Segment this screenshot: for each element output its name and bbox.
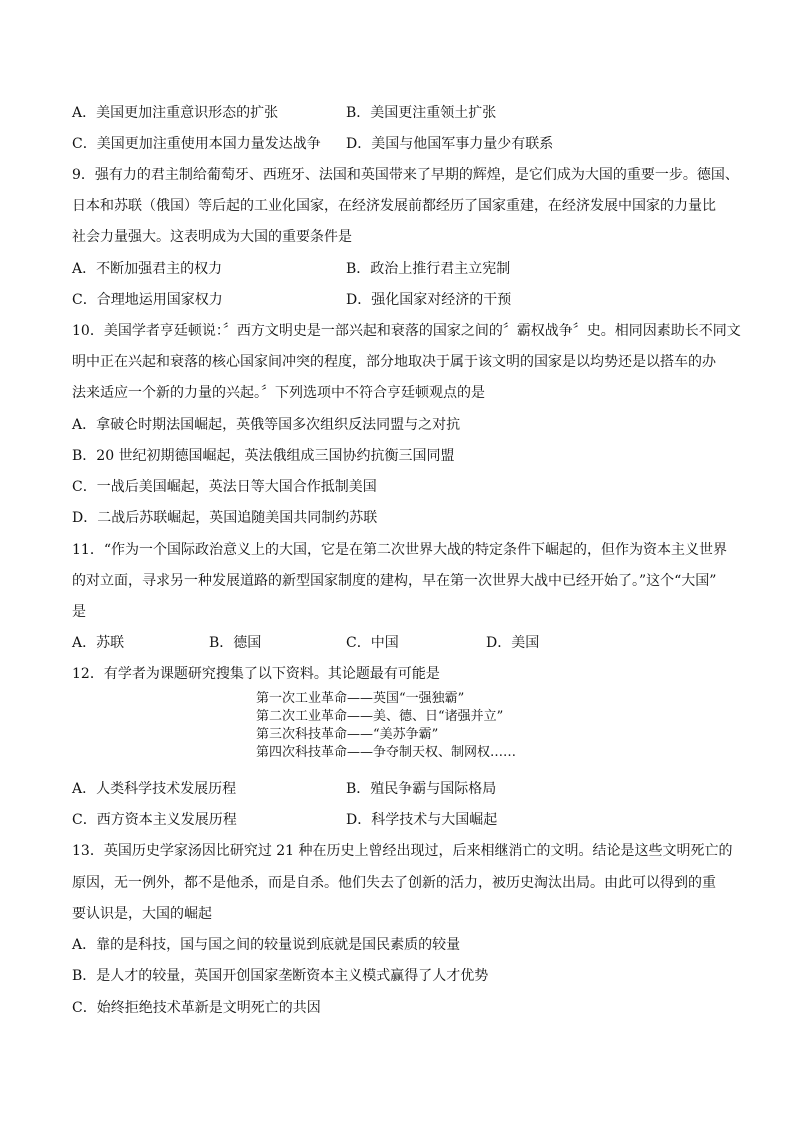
q11-stem-line-3: 是 xyxy=(72,604,86,620)
q13-stem-line-3: 要认识是，大国的崛起 xyxy=(72,906,212,922)
q10-option-c: C．一战后美国崛起，英法日等大国合作抵制美国 xyxy=(72,479,377,495)
q10-stem-line-1: 10．美国学者亨廷顿说：〞西方文明史是一部兴起和衰落的国家之间的〞霸权战争〞史。相同因素助长不同文 xyxy=(72,323,741,339)
q8-option-d: D．美国与他国军事力量少有联系 xyxy=(346,136,554,152)
q8-option-c: C．美国更加注重使用本国力量发达战争 xyxy=(72,136,321,152)
q11-option-c: C．中国 xyxy=(346,635,399,651)
q11-option-b: B．德国 xyxy=(209,635,262,651)
q9-stem-line-3: 社会力量强大。这表明成为大国的重要条件是 xyxy=(72,229,352,245)
q12-option-c: C．西方资本主义发展历程 xyxy=(72,812,237,828)
q12-option-b: B．殖民争霸与国际格局 xyxy=(346,781,497,797)
q13-option-a: A．靠的是科技，国与国之间的较量说到底就是国民素质的较量 xyxy=(72,937,461,953)
q9-option-d: D．强化国家对经济的干预 xyxy=(346,292,512,308)
q11-stem-line-1: 11．“作为一个国际政治意义上的大国，它是在第二次世界大战的特定条件下崛起的，但作为资本主义世界 xyxy=(72,542,727,558)
q13-option-c: C．始终拒绝技术革新是文明死亡的共因 xyxy=(72,1000,321,1016)
q11-option-a: A．苏联 xyxy=(72,635,125,651)
q12-source-line-4: 第四次科技革命——争夺制天权、制网权…… xyxy=(256,745,517,760)
q10-option-a: A．拿破仑时期法国崛起，英俄等国多次组织反法同盟与之对抗 xyxy=(72,417,461,433)
q12-source-line-1: 第一次工业革命——英国“一强独霸” xyxy=(256,691,465,706)
q9-option-c: C．合理地运用国家权力 xyxy=(72,292,223,308)
q12-option-d: D．科学技术与大国崛起 xyxy=(346,812,498,828)
q12-stem-line-1: 12．有学者为课题研究搜集了以下资料。其论题最有可能是 xyxy=(72,666,440,682)
q13-stem-line-2: 原因，无一例外，都不是他杀，而是自杀。他们失去了创新的活力，被历史淘汰出局。由此可以得到的重 xyxy=(72,875,716,891)
q10-option-d: D．二战后苏联崛起，英国追随美国共同制约苏联 xyxy=(72,510,378,526)
q10-stem-line-3: 法来适应一个新的力量的兴起。〞下列选项中不符合亨廷顿观点的是 xyxy=(72,385,485,401)
q12-source-line-3: 第三次科技革命——“美苏争霸” xyxy=(256,727,439,742)
q12-source-line-2: 第二次工业革命——美、德、日“诸强并立” xyxy=(256,709,504,724)
q13-option-b: B．是人才的较量，英国开创国家垄断资本主义模式赢得了人才优势 xyxy=(72,968,489,984)
q10-stem-line-2: 明中正在兴起和衰落的核心国家间冲突的程度，部分地取决于属于该文明的国家是以均势还是以搭车的办 xyxy=(72,354,716,370)
q10-option-b: B．20 世纪初期德国崛起，英法俄组成三国协约抗衡三国同盟 xyxy=(72,448,455,464)
q11-option-d: D．美国 xyxy=(486,635,540,651)
q9-option-b: B．政治上推行君主立宪制 xyxy=(346,261,511,277)
q13-stem-line-1: 13．英国历史学家汤因比研究过 21 种在历史上曾经出现过，后来相继消亡的文明。结论是这些文明死亡的 xyxy=(72,843,733,859)
q8-option-a: A．美国更加注重意识形态的扩张 xyxy=(72,105,279,121)
q8-option-b: B．美国更注重领土扩张 xyxy=(346,105,497,121)
q11-stem-line-2: 的对立面，寻求另一种发展道路的新型国家制度的建构，早在第一次世界大战中已经开始了。”这个“大国” xyxy=(72,573,717,589)
q12-option-a: A．人类科学技术发展历程 xyxy=(72,781,237,797)
q9-stem-line-1: 9．强有力的君主制给葡萄牙、西班牙、法国和英国带来了早期的辉煌，是它们成为大国的重要一步。德国、 xyxy=(72,167,739,183)
q9-stem-line-2: 日本和苏联（俄国）等后起的工业化国家，在经济发展前都经历了国家重建，在经济发展中国家的力量比 xyxy=(72,198,716,214)
q9-option-a: A．不断加强君主的权力 xyxy=(72,261,223,277)
q12-source-material xyxy=(256,690,556,762)
